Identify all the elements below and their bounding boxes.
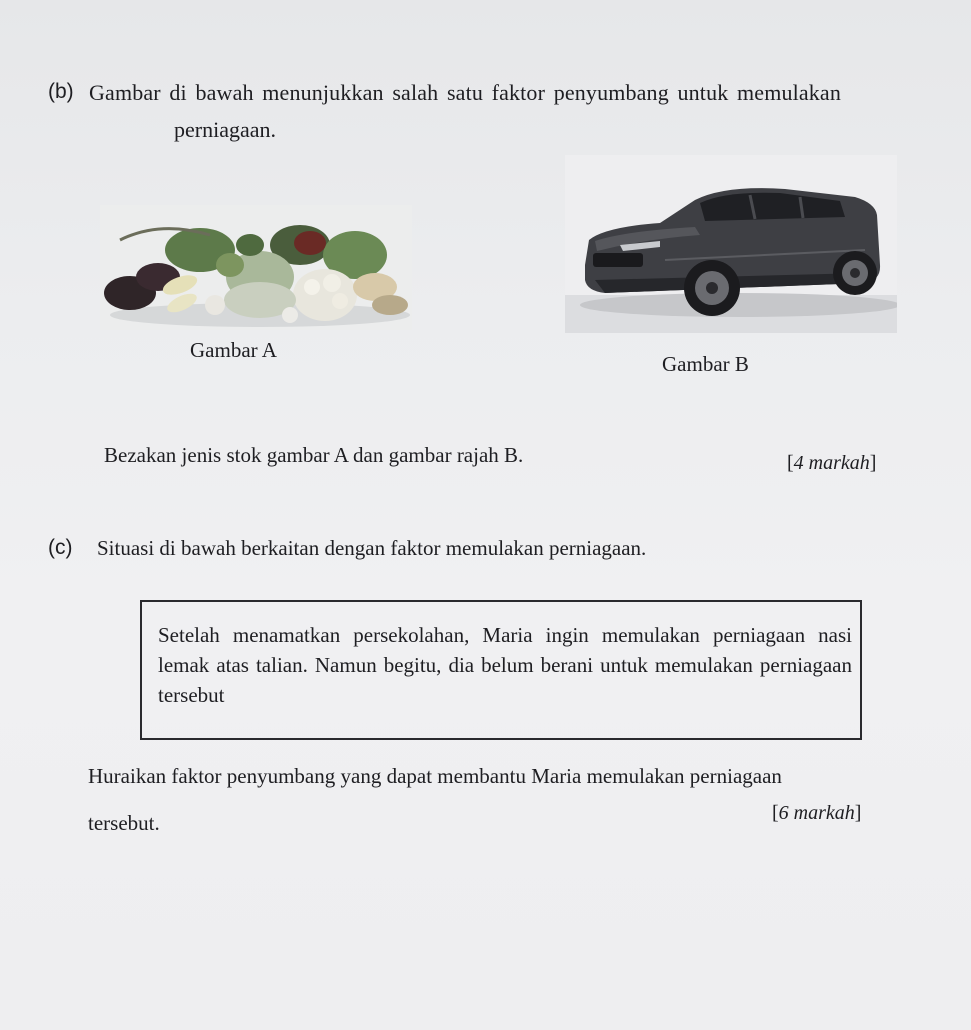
car-icon	[565, 155, 897, 333]
question-c-marks: [6 markah]	[772, 802, 862, 824]
question-b-label: (b)	[48, 80, 74, 103]
question-c-instruction-line1: Huraikan faktor penyumbang yang dapat membantu Maria memulakan perniagaan	[88, 764, 782, 788]
question-c-instruction-line2: tersebut.	[88, 811, 160, 835]
gambar-a-caption: Gambar A	[190, 338, 277, 362]
question-c-marks-value: 6 markah	[778, 802, 855, 824]
question-c-label: (c)	[48, 536, 73, 559]
situation-box	[140, 600, 862, 740]
question-b-marks: [4 markah]	[787, 452, 877, 474]
question-b-text-line1: Gambar di bawah menunjukkan salah satu faktor penyumbang untuk memulakan	[89, 80, 841, 105]
question-b-text-line2: perniagaan.	[174, 117, 276, 142]
question-b-instruction: Bezakan jenis stok gambar A dan gambar rajah B.	[104, 443, 524, 467]
question-c-text: Situasi di bawah berkaitan dengan faktor memulakan perniagaan.	[97, 536, 647, 560]
gambar-b-caption: Gambar B	[662, 352, 749, 376]
gambar-b-image	[565, 155, 897, 333]
vegetables-icon	[100, 205, 412, 330]
situation-text: Setelah menamatkan persekolahan, Maria ingin memulakan perniagaan nasi lemak atas talian. Namun begitu, dia belum berani untuk memulakan perniagaan tersebut	[158, 623, 852, 707]
gambar-a-image	[100, 205, 412, 330]
question-b-marks-value: 4 markah	[793, 452, 870, 474]
